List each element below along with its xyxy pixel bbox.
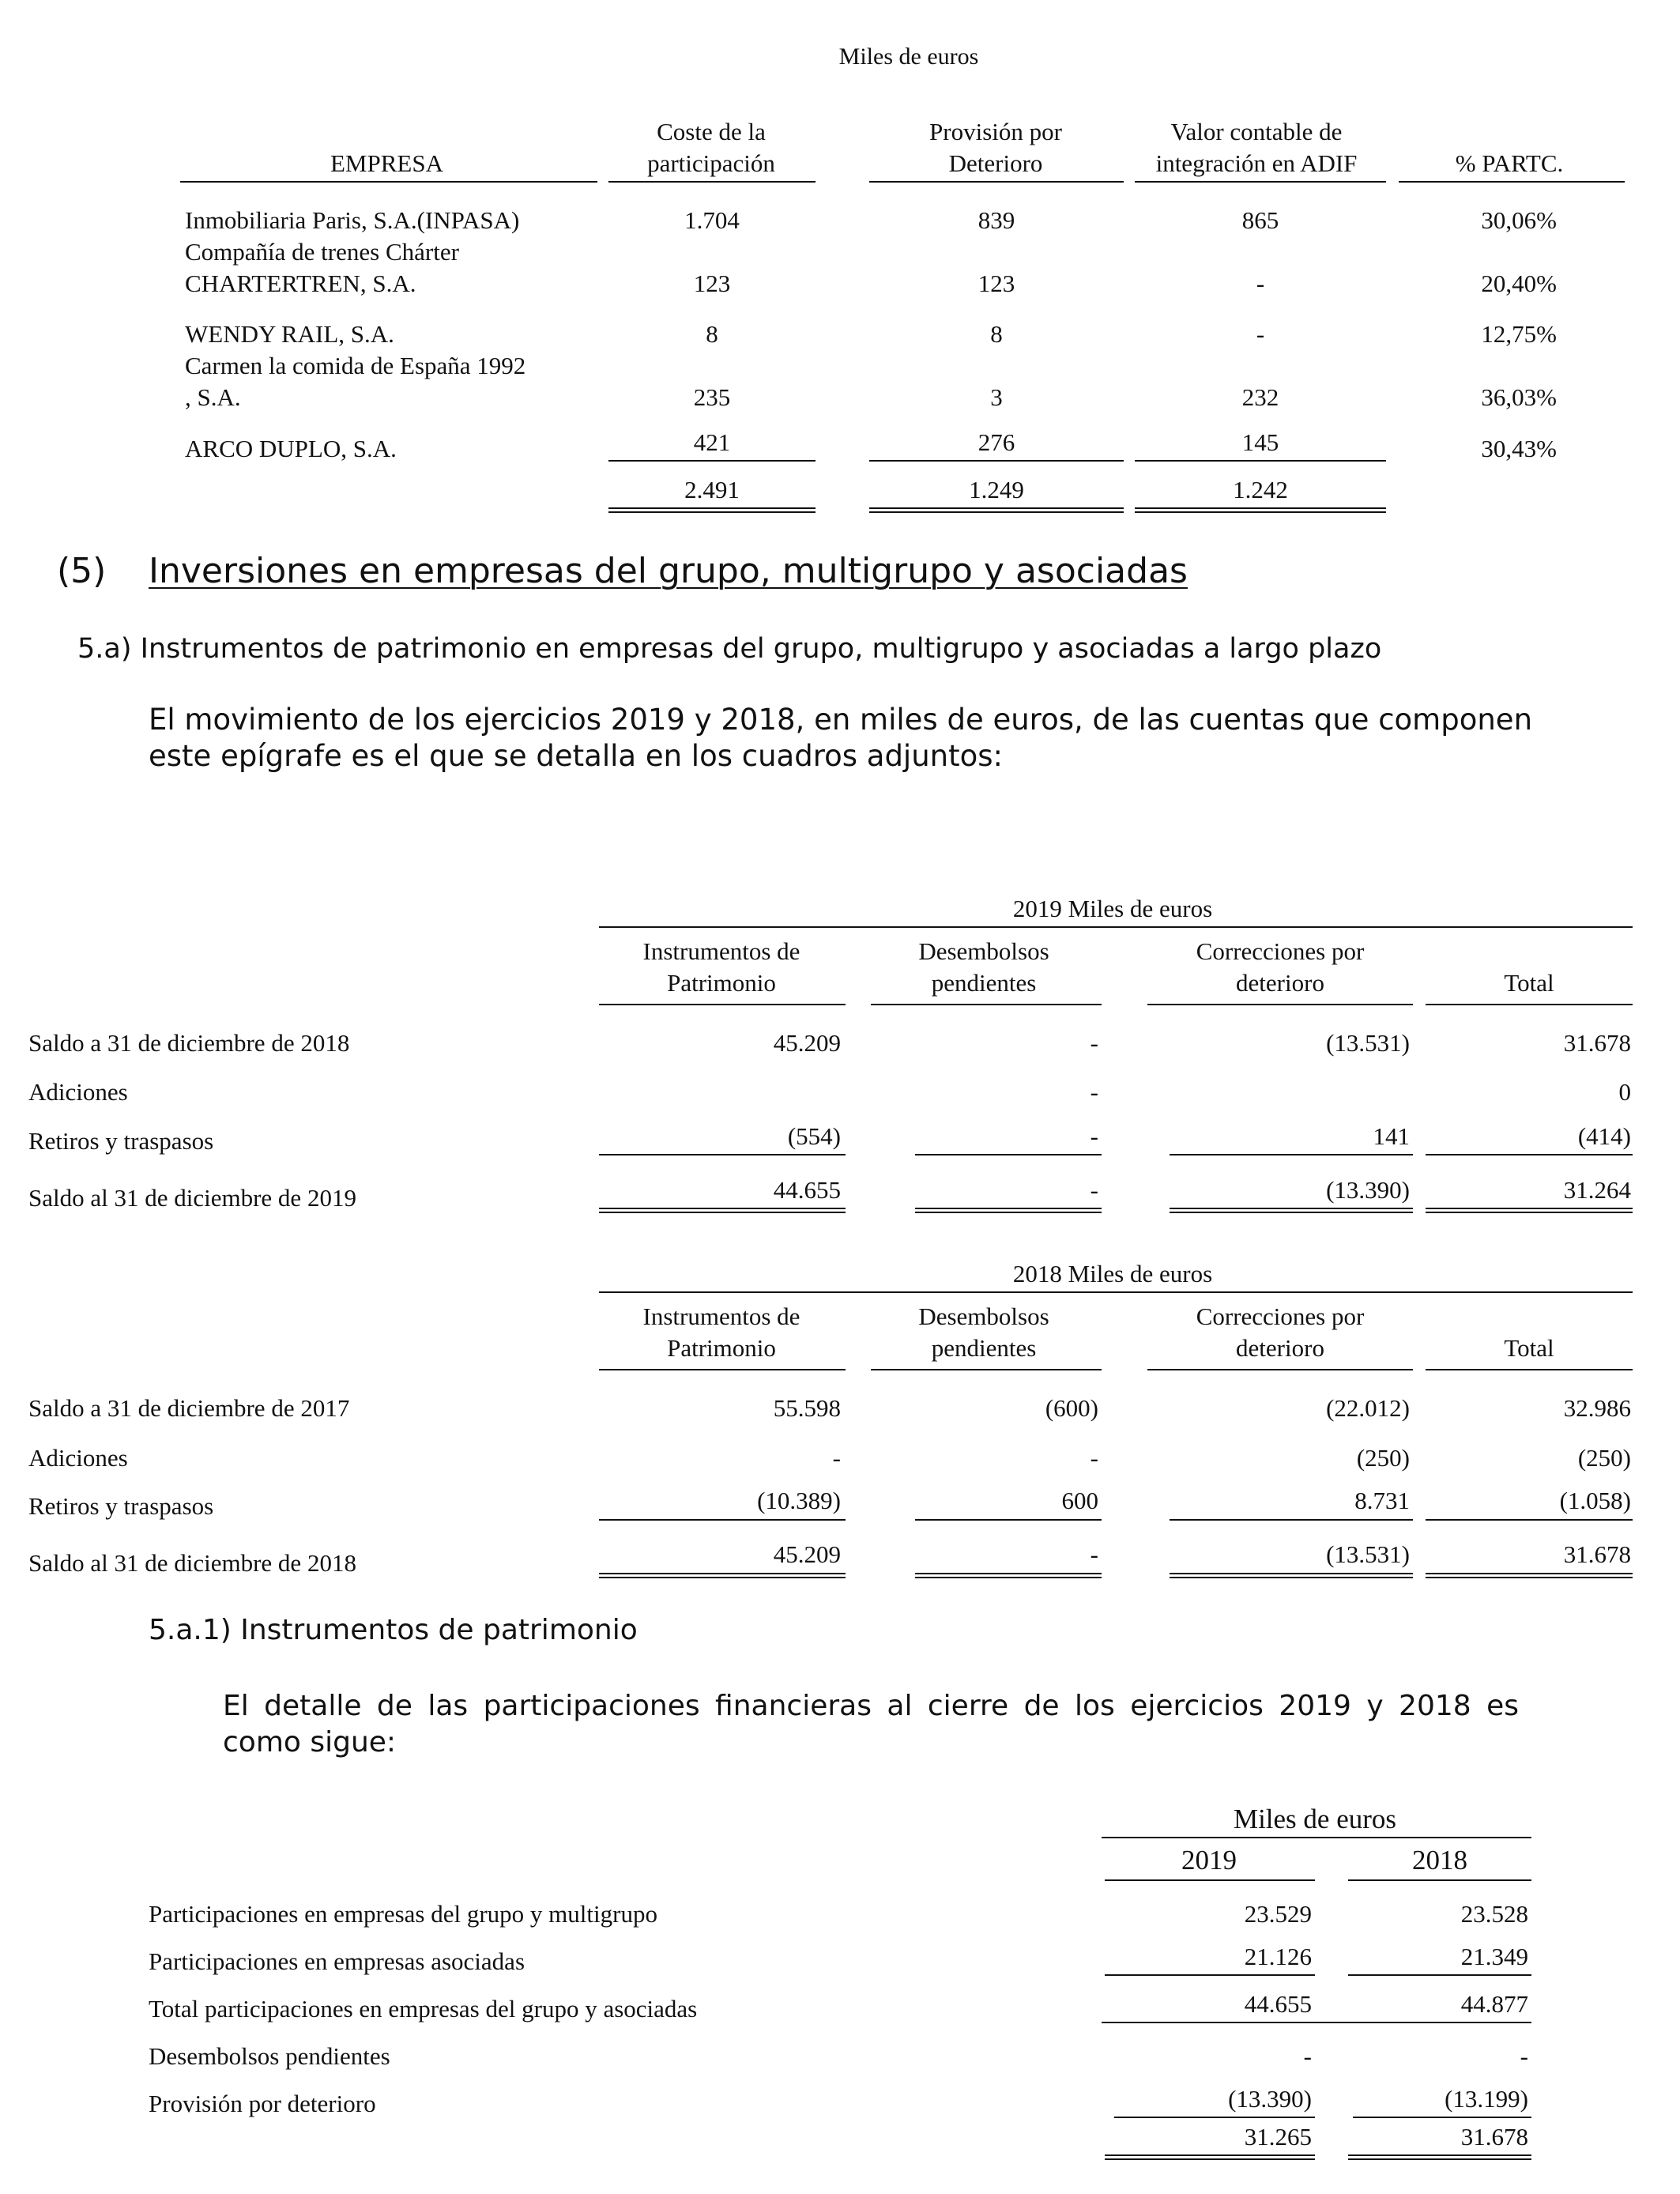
desembolsos-value: - — [1090, 1029, 1098, 1057]
header-line: integración en ADIF — [1155, 149, 1358, 177]
row-label: Adiciones — [28, 1444, 128, 1472]
row-label: Saldo a 31 de diciembre de 2018 — [28, 1029, 350, 1057]
subtotal-rule — [599, 1519, 846, 1521]
col-header-desembolsos — [869, 1301, 1098, 1364]
valor-value: 232 — [1241, 383, 1279, 411]
value-2019: 31.265 — [1244, 2123, 1312, 2151]
valor-value: - — [1256, 320, 1265, 348]
col-header-coste — [608, 116, 814, 179]
row-label: Provisión por deterioro — [149, 2090, 376, 2117]
header-rule — [599, 1004, 846, 1005]
caption-rule — [599, 1291, 1633, 1293]
value-2019: 44.655 — [1244, 1990, 1312, 2018]
coste-value: 421 — [693, 428, 731, 456]
total-double-rule — [608, 507, 816, 509]
header-rule — [871, 1369, 1102, 1370]
row-label: Saldo al 31 de diciembre de 2018 — [28, 1549, 356, 1577]
header-line: pendientes — [931, 969, 1037, 997]
col-header-provision — [869, 116, 1122, 179]
header-rule — [180, 181, 597, 183]
header-rule — [1399, 181, 1625, 183]
valor-value: - — [1256, 270, 1265, 297]
header-rule — [608, 181, 816, 183]
partc-value: 30,43% — [1481, 435, 1557, 462]
header-line: Correcciones por — [1196, 937, 1365, 965]
value-2018: 21.349 — [1460, 1943, 1528, 1970]
subtotal-rule — [1348, 1974, 1531, 1976]
header-rule — [869, 181, 1124, 183]
desembolsos-value: - — [1090, 1444, 1098, 1472]
company-name: Compañía de trenes Chárter — [185, 238, 459, 266]
total-double-rule — [1105, 2154, 1315, 2156]
company-name: WENDY RAIL, S.A. — [185, 320, 394, 348]
coste-value: 123 — [693, 270, 731, 297]
paragraph-line: este epígrafe es el que se detalla en los cuadros adjuntos: — [149, 739, 1004, 773]
total-value: 31.264 — [1563, 1176, 1631, 1204]
subtotal-rule — [1105, 1974, 1315, 1976]
subsection-5a1-title: 5.a.1) Instrumentos de patrimonio — [149, 1614, 638, 1646]
subtotal-rule — [1114, 2117, 1315, 2118]
col-header-total: Total — [1504, 969, 1554, 997]
total-double-rule — [1426, 1573, 1633, 1574]
header-line: Deterioro — [948, 149, 1043, 177]
valor-total: 1.242 — [1233, 476, 1288, 503]
subtotal-rule — [1135, 460, 1386, 462]
subtotal-rule — [1426, 1154, 1633, 1155]
header-line: Patrimonio — [667, 1334, 776, 1362]
value-2019: - — [1303, 2042, 1312, 2070]
total-value: (250) — [1577, 1444, 1631, 1472]
company-name: , S.A. — [185, 383, 241, 411]
value-2018: (13.199) — [1445, 2085, 1528, 2113]
subtotal-rule — [608, 460, 816, 462]
header-line: Desembolsos — [918, 1302, 1049, 1330]
value-2019: (13.390) — [1228, 2085, 1312, 2113]
desembolsos-value: - — [1090, 1078, 1098, 1106]
section-number: (5) — [57, 551, 107, 591]
row-label: Desembolsos pendientes — [149, 2042, 390, 2070]
header-line: Valor contable de — [1170, 118, 1343, 145]
total-double-rule — [869, 507, 1124, 509]
valor-value: 145 — [1241, 428, 1279, 456]
correcciones-value: 141 — [1373, 1122, 1410, 1150]
subtotal-rule — [869, 460, 1124, 462]
header-rule — [871, 1004, 1102, 1005]
header-rule — [1135, 181, 1386, 183]
row-label: Saldo al 31 de diciembre de 2019 — [28, 1184, 356, 1212]
col-header-desembolsos — [869, 936, 1098, 999]
row-label: Saldo a 31 de diciembre de 2017 — [28, 1394, 350, 1422]
row-label: Retiros y traspasos — [28, 1492, 214, 1520]
total-double-rule — [599, 1573, 846, 1574]
paragraph-line: como sigue: — [223, 1726, 397, 1759]
instrumentos-value: (554) — [787, 1122, 841, 1150]
provision-value: 8 — [990, 320, 1003, 348]
total-double-rule — [915, 1573, 1102, 1574]
partc-value: 36,03% — [1481, 383, 1557, 411]
row-label: Total participaciones en empresas del grupo y asociadas — [149, 1995, 698, 2022]
row-label: Adiciones — [28, 1078, 128, 1106]
company-name: Inmobiliaria Paris, S.A.(INPASA) — [185, 206, 520, 234]
table-caption: Miles de euros — [1233, 1804, 1397, 1834]
desembolsos-value: (600) — [1045, 1394, 1098, 1422]
desembolsos-value: - — [1090, 1176, 1098, 1204]
header-rule — [1147, 1369, 1413, 1370]
col-header-instrumentos — [599, 1301, 844, 1364]
year-header-2018: 2018 — [1412, 1845, 1467, 1875]
total-double-rule — [1426, 1208, 1633, 1209]
col-header-instrumentos — [599, 936, 844, 999]
value-2018: 23.528 — [1460, 1900, 1528, 1928]
header-line: Correcciones por — [1196, 1302, 1365, 1330]
instrumentos-value: (10.389) — [757, 1487, 841, 1514]
header-rule — [1147, 1004, 1413, 1005]
subtotal-rule — [1170, 1154, 1413, 1155]
valor-value: 865 — [1241, 206, 1279, 234]
header-line: deterioro — [1236, 1334, 1324, 1362]
value-2018: 44.877 — [1460, 1990, 1528, 2018]
header-line: Desembolsos — [918, 937, 1049, 965]
desembolsos-value: - — [1090, 1540, 1098, 1568]
section-title: Inversiones en empresas del grupo, multigrupo y asociadas — [149, 551, 1188, 591]
total-rule — [1102, 2022, 1531, 2023]
header-rule — [599, 1369, 846, 1370]
value-2019: 23.529 — [1244, 1900, 1312, 1928]
correcciones-value: (13.531) — [1326, 1029, 1410, 1057]
total-value: 31.678 — [1563, 1029, 1631, 1057]
coste-value: 1.704 — [684, 206, 740, 234]
total-double-rule — [1135, 507, 1386, 509]
total-double-rule — [1170, 1573, 1413, 1574]
table-caption: 2018 Miles de euros — [1012, 1260, 1213, 1287]
partc-value: 12,75% — [1481, 320, 1557, 348]
total-value: 32.986 — [1563, 1394, 1631, 1422]
row-label: Participaciones en empresas del grupo y multigrupo — [149, 1900, 657, 1928]
header-rule — [1426, 1369, 1633, 1370]
instrumentos-value: - — [832, 1444, 841, 1472]
col-header-partc: % PARTC. — [1455, 149, 1564, 177]
correcciones-value: (13.390) — [1326, 1176, 1410, 1204]
correcciones-value: (22.012) — [1326, 1394, 1410, 1422]
year-header-2019: 2019 — [1181, 1845, 1237, 1875]
caption-rule — [599, 926, 1633, 928]
subsection-5a-title: 5.a) Instrumentos de patrimonio en empresas del grupo, multigrupo y asociadas a largo plazo — [77, 633, 1382, 665]
col-header-total: Total — [1504, 1334, 1554, 1362]
intro-paragraph — [149, 702, 1532, 775]
row-label: Retiros y traspasos — [28, 1127, 214, 1155]
instrumentos-value: 45.209 — [773, 1029, 841, 1057]
subtotal-rule — [915, 1519, 1102, 1521]
instrumentos-value: 45.209 — [773, 1540, 841, 1568]
subtotal-rule — [599, 1154, 846, 1155]
subtotal-rule — [1353, 2117, 1531, 2118]
header-line: deterioro — [1236, 969, 1324, 997]
correcciones-value: (13.531) — [1326, 1540, 1410, 1568]
header-line: Provisión por — [929, 118, 1062, 145]
total-value: 31.678 — [1563, 1540, 1631, 1568]
col-header-correcciones — [1147, 1301, 1413, 1364]
detail-paragraph — [223, 1688, 1519, 1761]
provision-value: 276 — [977, 428, 1015, 456]
header-line: Patrimonio — [667, 969, 776, 997]
caption-rule — [1102, 1837, 1531, 1838]
total-double-rule — [1170, 1208, 1413, 1209]
company-name: ARCO DUPLO, S.A. — [185, 435, 397, 462]
header-line: Instrumentos de — [642, 937, 800, 965]
correcciones-value: 8.731 — [1354, 1487, 1410, 1514]
total-value: 0 — [1618, 1078, 1631, 1106]
instrumentos-value: 55.598 — [773, 1394, 841, 1422]
header-line: Coste de la — [657, 118, 766, 145]
header-line: Instrumentos de — [642, 1302, 800, 1330]
provision-value: 3 — [990, 383, 1003, 411]
total-value: (1.058) — [1559, 1487, 1631, 1514]
header-rule — [1348, 1879, 1531, 1881]
value-2018: - — [1520, 2042, 1528, 2070]
partc-value: 20,40% — [1481, 270, 1557, 297]
subtotal-rule — [1170, 1519, 1413, 1521]
header-line: pendientes — [931, 1334, 1037, 1362]
col-header-valor — [1130, 116, 1383, 179]
header-rule — [1105, 1879, 1315, 1881]
paragraph-line: El movimiento de los ejercicios 2019 y 2018, en miles de euros, de las cuentas que componen — [149, 703, 1533, 737]
paragraph-line: El detalle de las participaciones financieras al cierre de los ejercicios 2019 y 2018 es — [223, 1690, 1519, 1722]
provision-value: 839 — [977, 206, 1015, 234]
table-unit-caption: Miles de euros — [838, 43, 979, 70]
col-header-correcciones — [1147, 936, 1413, 999]
correcciones-value: (250) — [1356, 1444, 1410, 1472]
coste-value: 8 — [706, 320, 718, 348]
total-double-rule — [599, 1208, 846, 1209]
table-caption: 2019 Miles de euros — [1012, 895, 1213, 922]
coste-value: 235 — [693, 383, 731, 411]
header-rule — [1426, 1004, 1633, 1005]
value-2019: 21.126 — [1244, 1943, 1312, 1970]
value-2018: 31.678 — [1460, 2123, 1528, 2151]
company-name: CHARTERTREN, S.A. — [185, 270, 416, 297]
subtotal-rule — [915, 1154, 1102, 1155]
coste-total: 2.491 — [684, 476, 740, 503]
col-header-empresa: EMPRESA — [330, 149, 443, 177]
total-double-rule — [915, 1208, 1102, 1209]
partc-value: 30,06% — [1481, 206, 1557, 234]
header-line: participación — [647, 149, 775, 177]
desembolsos-value: 600 — [1061, 1487, 1098, 1514]
row-label: Participaciones en empresas asociadas — [149, 1947, 525, 1975]
provision-value: 123 — [977, 270, 1015, 297]
instrumentos-value: 44.655 — [773, 1176, 841, 1204]
subtotal-rule — [1426, 1519, 1633, 1521]
desembolsos-value: - — [1090, 1122, 1098, 1150]
provision-total: 1.249 — [969, 476, 1024, 503]
total-double-rule — [1348, 2154, 1531, 2156]
total-value: (414) — [1577, 1122, 1631, 1150]
company-name: Carmen la comida de España 1992 — [185, 352, 526, 379]
